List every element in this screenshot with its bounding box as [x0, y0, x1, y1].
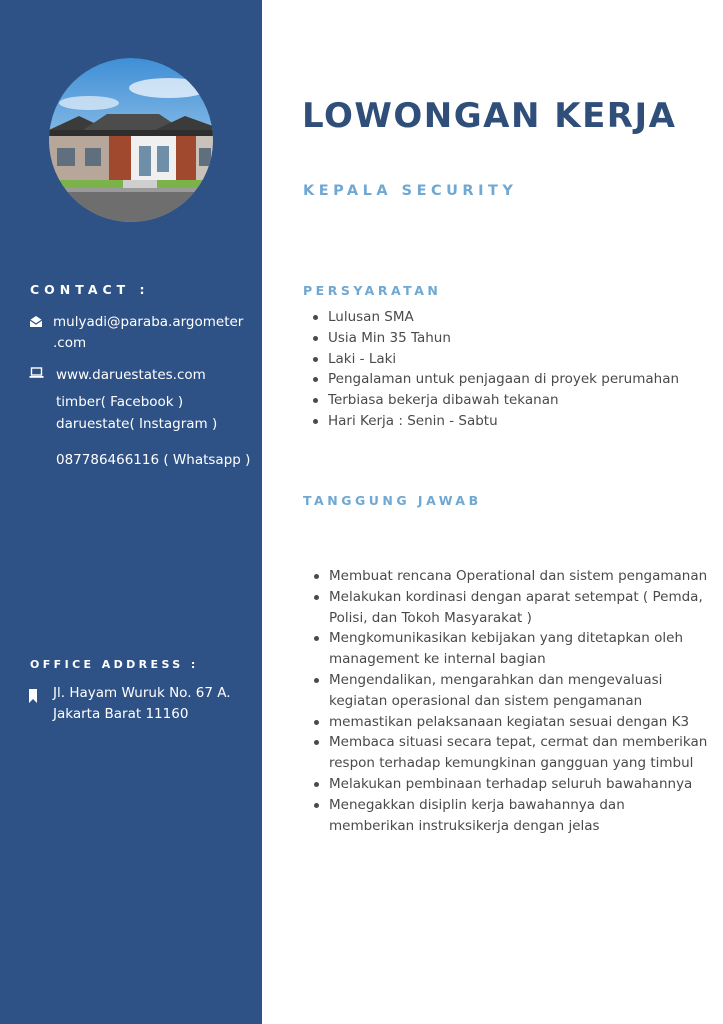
- list-item: Terbiasa bekerja dibawah tekanan: [308, 390, 713, 411]
- list-item: Hari Kerja : Senin - Sabtu: [308, 411, 713, 432]
- office-address-heading: OFFICE ADDRESS :: [30, 658, 199, 671]
- list-item: Membuat rencana Operational dan sistem pengamanan: [309, 566, 713, 587]
- list-item: Mengkomunikasikan kebijakan yang ditetapkan oleh management ke internal bagian: [309, 628, 713, 670]
- list-item: Melakukan pembinaan terhadap seluruh bawahannya: [309, 774, 713, 795]
- requirements-heading: PERSYARATAN: [303, 283, 442, 298]
- list-item: Mengendalikan, mengarahkan dan mengevaluasi kegiatan operasional dan sistem pengamanan: [309, 670, 713, 712]
- office-address-line1: Jl. Hayam Wuruk No. 67 A.: [53, 685, 231, 701]
- contact-website[interactable]: www.daruestates.com: [56, 367, 206, 383]
- contact-email-line2: .com: [53, 335, 87, 351]
- contact-instagram[interactable]: daruestate( Instagram ): [56, 416, 218, 432]
- sidebar: [0, 0, 262, 1024]
- list-item: Usia Min 35 Tahun: [308, 328, 713, 349]
- list-item: Menegakkan disiplin kerja bawahannya dan memberikan instruksikerja dengan jelas: [309, 795, 713, 837]
- contact-facebook[interactable]: timber( Facebook ): [56, 394, 184, 410]
- list-item: memastikan pelaksanaan kegiatan sesuai dengan K3: [309, 712, 713, 733]
- list-item: Lulusan SMA: [308, 307, 713, 328]
- requirements-list: [308, 307, 713, 432]
- responsibilities-heading: TANGGUNG JAWAB: [303, 493, 482, 508]
- list-item: Laki - Laki: [308, 349, 713, 370]
- responsibilities-list: [309, 566, 713, 836]
- contact-email-line1: mulyadi@paraba.argometer: [53, 314, 244, 330]
- position-title: KEPALA SECURITY: [303, 183, 518, 199]
- contact-heading: CONTACT :: [30, 282, 150, 297]
- list-item: Membaca situasi secara tepat, cermat dan memberikan respon terhadap kemungkinan gangguan yang timbul: [309, 732, 713, 774]
- contact-whatsapp[interactable]: 087786466116 ( Whatsapp ): [56, 452, 251, 468]
- office-address-line2: Jakarta Barat 11160: [53, 706, 189, 722]
- house-photo: [49, 58, 213, 222]
- list-item: Pengalaman untuk penjagaan di proyek perumahan: [308, 369, 713, 390]
- envelope-icon: [29, 315, 43, 329]
- office-address: [53, 683, 231, 725]
- laptop-icon: [29, 366, 44, 380]
- contact-email[interactable]: [53, 312, 243, 354]
- page-title: LOWONGAN KERJA: [302, 96, 677, 136]
- list-item: Melakukan kordinasi dengan aparat setempat ( Pemda, Polisi, dan Tokoh Masyarakat ): [309, 587, 713, 629]
- bookmark-icon: [28, 689, 38, 703]
